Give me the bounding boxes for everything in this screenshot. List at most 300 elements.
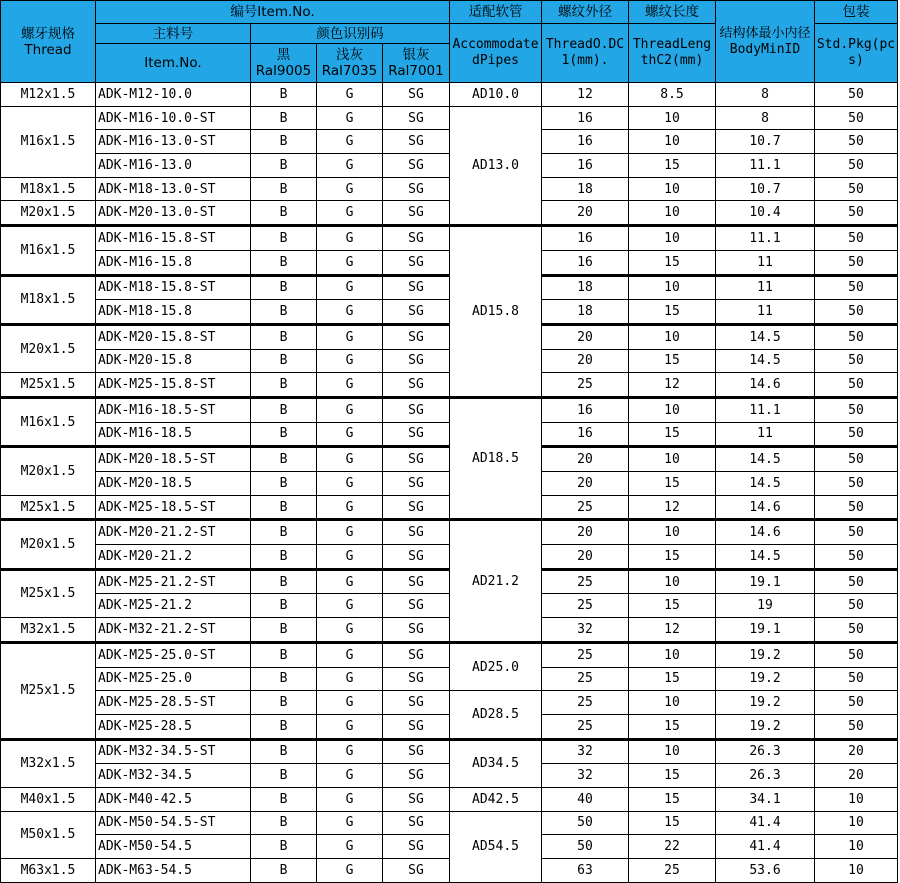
table-row [1, 691, 898, 715]
cell-color-silver-grey: SG [383, 691, 450, 715]
cell-thread-od: 16 [542, 106, 629, 130]
cell-thread-length: 15 [629, 349, 716, 373]
cell-thread: M18x1.5 [1, 275, 96, 324]
cell-color-silver-grey: SG [383, 422, 450, 447]
cell-color-light-grey: G [317, 250, 383, 275]
header-sgrey-en: Ral7001 [388, 63, 444, 79]
cell-color-silver-grey: SG [383, 324, 450, 349]
header-silver-grey [383, 44, 450, 83]
cell-color-black: B [251, 545, 317, 570]
header-lgrey-en: Ral7035 [321, 63, 378, 79]
cell-std-pkg: 50 [815, 569, 898, 594]
cell-color-black: B [251, 618, 317, 643]
cell-std-pkg: 50 [815, 106, 898, 130]
cell-color-light-grey: G [317, 83, 383, 107]
cell-thread-od: 20 [542, 545, 629, 570]
cell-color-silver-grey: SG [383, 447, 450, 472]
header-item-no: 编号Item.No. [96, 1, 450, 24]
cell-thread: M16x1.5 [1, 106, 96, 177]
cell-item-no: ADK-M12-10.0 [96, 83, 251, 107]
cell-thread-od: 25 [542, 667, 629, 691]
cell-thread-length: 15 [629, 764, 716, 788]
cell-thread: M50x1.5 [1, 811, 96, 858]
cell-item-no: ADK-M63-54.5 [96, 859, 251, 883]
cell-color-silver-grey: SG [383, 618, 450, 643]
cell-color-silver-grey: SG [383, 226, 450, 251]
cell-thread-length: 22 [629, 835, 716, 859]
cell-thread-length: 12 [629, 373, 716, 398]
cell-color-light-grey: G [317, 300, 383, 325]
cell-color-light-grey: G [317, 226, 383, 251]
header-od-cn: 螺纹外径 [542, 1, 629, 24]
header-main-cn: 主料号 [96, 24, 251, 44]
cell-thread-od: 25 [542, 714, 629, 739]
cell-color-silver-grey: SG [383, 545, 450, 570]
cell-color-silver-grey: SG [383, 349, 450, 373]
cell-thread-od: 25 [542, 594, 629, 618]
table-row [1, 642, 898, 667]
cell-body-min-id: 19.2 [716, 642, 815, 667]
table-body [1, 83, 898, 883]
table-row [1, 520, 898, 545]
cell-body-min-id: 11 [716, 275, 815, 300]
cell-body-min-id: 11.1 [716, 397, 815, 422]
cell-item-no: ADK-M16-18.5-ST [96, 397, 251, 422]
cell-item-no: ADK-M20-21.2-ST [96, 520, 251, 545]
cell-std-pkg: 50 [815, 397, 898, 422]
cell-thread-length: 15 [629, 811, 716, 835]
cell-thread-od: 32 [542, 764, 629, 788]
cell-color-black: B [251, 642, 317, 667]
cell-thread: M20x1.5 [1, 447, 96, 495]
cell-item-no: ADK-M18-15.8 [96, 300, 251, 325]
cell-std-pkg: 50 [815, 495, 898, 520]
cell-color-silver-grey: SG [383, 520, 450, 545]
cell-thread: M18x1.5 [1, 177, 96, 201]
cell-item-no: ADK-M32-21.2-ST [96, 618, 251, 643]
cell-color-light-grey: G [317, 177, 383, 201]
table-row [1, 667, 898, 691]
table-row [1, 177, 898, 201]
cell-thread-od: 25 [542, 691, 629, 715]
cell-std-pkg: 50 [815, 324, 898, 349]
cell-color-black: B [251, 714, 317, 739]
cell-thread-length: 15 [629, 714, 716, 739]
table-row [1, 106, 898, 130]
cell-thread-length: 10 [629, 275, 716, 300]
cell-color-silver-grey: SG [383, 569, 450, 594]
cell-thread-length: 15 [629, 154, 716, 178]
table-row [1, 594, 898, 618]
header-main-en: Item.No. [96, 44, 251, 83]
cell-body-min-id: 19.2 [716, 714, 815, 739]
cell-thread: M32x1.5 [1, 618, 96, 643]
cell-std-pkg: 50 [815, 642, 898, 667]
cell-color-light-grey: G [317, 811, 383, 835]
cell-body-min-id: 41.4 [716, 835, 815, 859]
cell-thread-length: 25 [629, 859, 716, 883]
cell-thread-length: 10 [629, 106, 716, 130]
table-row [1, 472, 898, 496]
cell-thread-od: 40 [542, 787, 629, 811]
cell-body-min-id: 11 [716, 300, 815, 325]
cell-thread-length: 15 [629, 472, 716, 496]
table-row [1, 835, 898, 859]
table-row [1, 495, 898, 520]
cell-std-pkg: 50 [815, 250, 898, 275]
cell-color-black: B [251, 300, 317, 325]
cell-body-min-id: 14.6 [716, 373, 815, 398]
table-row [1, 349, 898, 373]
cell-color-silver-grey: SG [383, 106, 450, 130]
cell-body-min-id: 10.7 [716, 177, 815, 201]
cell-body-min-id: 11 [716, 250, 815, 275]
cell-thread-length: 12 [629, 495, 716, 520]
cell-thread-od: 20 [542, 324, 629, 349]
header-light-grey [317, 44, 383, 83]
cell-thread-length: 10 [629, 642, 716, 667]
cell-color-light-grey: G [317, 106, 383, 130]
cell-color-silver-grey: SG [383, 300, 450, 325]
cell-color-black: B [251, 472, 317, 496]
cell-color-silver-grey: SG [383, 275, 450, 300]
cell-color-silver-grey: SG [383, 130, 450, 154]
cell-std-pkg: 50 [815, 130, 898, 154]
cell-thread: M25x1.5 [1, 642, 96, 739]
cell-std-pkg: 50 [815, 422, 898, 447]
cell-item-no: ADK-M50-54.5-ST [96, 811, 251, 835]
cell-color-black: B [251, 495, 317, 520]
cell-color-silver-grey: SG [383, 594, 450, 618]
cell-thread: M16x1.5 [1, 397, 96, 446]
cell-std-pkg: 50 [815, 349, 898, 373]
cell-color-black: B [251, 594, 317, 618]
cell-std-pkg: 20 [815, 739, 898, 764]
cell-thread: M20x1.5 [1, 324, 96, 372]
cell-item-no: ADK-M16-13.0 [96, 154, 251, 178]
cell-color-black: B [251, 226, 317, 251]
cell-thread-length: 12 [629, 618, 716, 643]
cell-pipe: AD54.5 [450, 811, 542, 882]
cell-std-pkg: 50 [815, 154, 898, 178]
cell-body-min-id: 14.5 [716, 545, 815, 570]
cell-thread: M20x1.5 [1, 520, 96, 569]
cell-thread: M32x1.5 [1, 739, 96, 787]
cell-std-pkg: 50 [815, 520, 898, 545]
cell-item-no: ADK-M25-28.5 [96, 714, 251, 739]
cell-color-black: B [251, 859, 317, 883]
cell-body-min-id: 8 [716, 106, 815, 130]
cell-color-black: B [251, 835, 317, 859]
cell-body-min-id: 41.4 [716, 811, 815, 835]
cell-thread-od: 25 [542, 642, 629, 667]
header-color: 颜色识别码 [251, 24, 450, 44]
cell-item-no: ADK-M20-18.5 [96, 472, 251, 496]
cell-thread-od: 50 [542, 835, 629, 859]
cell-thread: M25x1.5 [1, 569, 96, 617]
cell-body-min-id: 14.5 [716, 447, 815, 472]
cell-item-no: ADK-M18-15.8-ST [96, 275, 251, 300]
table-row [1, 811, 898, 835]
cell-thread-length: 15 [629, 545, 716, 570]
cell-item-no: ADK-M20-15.8-ST [96, 324, 251, 349]
cell-item-no: ADK-M16-10.0-ST [96, 106, 251, 130]
cell-color-light-grey: G [317, 495, 383, 520]
cell-item-no: ADK-M25-15.8-ST [96, 373, 251, 398]
cell-color-light-grey: G [317, 154, 383, 178]
cell-std-pkg: 50 [815, 545, 898, 570]
cell-std-pkg: 10 [815, 859, 898, 883]
cell-thread-od: 20 [542, 447, 629, 472]
cell-thread-od: 16 [542, 397, 629, 422]
table-row [1, 275, 898, 300]
header-pkg-en: Std.Pkg(pcs) [815, 24, 898, 83]
cell-color-silver-grey: SG [383, 739, 450, 764]
cell-body-min-id: 10.4 [716, 201, 815, 226]
cell-item-no: ADK-M16-15.8-ST [96, 226, 251, 251]
cell-color-light-grey: G [317, 691, 383, 715]
cell-std-pkg: 50 [815, 667, 898, 691]
header-len-cn: 螺纹长度 [629, 1, 716, 24]
cell-std-pkg: 50 [815, 618, 898, 643]
cell-pipe: AD42.5 [450, 787, 542, 811]
cell-thread-od: 25 [542, 569, 629, 594]
table-row [1, 422, 898, 447]
cell-color-silver-grey: SG [383, 495, 450, 520]
header-black [251, 44, 317, 83]
cell-body-min-id: 19.2 [716, 667, 815, 691]
cell-color-light-grey: G [317, 594, 383, 618]
cell-color-black: B [251, 764, 317, 788]
cell-color-silver-grey: SG [383, 667, 450, 691]
cell-color-silver-grey: SG [383, 642, 450, 667]
cell-thread-od: 16 [542, 154, 629, 178]
cell-item-no: ADK-M32-34.5-ST [96, 739, 251, 764]
cell-item-no: ADK-M40-42.5 [96, 787, 251, 811]
cell-body-min-id: 14.6 [716, 495, 815, 520]
header-black-en: Ral9005 [255, 63, 312, 79]
cell-body-min-id: 11.1 [716, 226, 815, 251]
table-row [1, 373, 898, 398]
cell-color-black: B [251, 447, 317, 472]
cell-color-black: B [251, 520, 317, 545]
cell-thread-od: 18 [542, 300, 629, 325]
cell-color-silver-grey: SG [383, 714, 450, 739]
cell-color-black: B [251, 177, 317, 201]
table-row [1, 764, 898, 788]
cell-item-no: ADK-M25-18.5-ST [96, 495, 251, 520]
cell-thread-od: 50 [542, 811, 629, 835]
cell-item-no: ADK-M20-21.2 [96, 545, 251, 570]
cell-thread: M40x1.5 [1, 787, 96, 811]
cell-thread-od: 32 [542, 618, 629, 643]
table-row [1, 154, 898, 178]
cell-std-pkg: 50 [815, 594, 898, 618]
cell-body-min-id: 10.7 [716, 130, 815, 154]
header-pipes-en: AccommodatedPipes [450, 24, 542, 83]
cell-color-light-grey: G [317, 397, 383, 422]
cell-color-black: B [251, 275, 317, 300]
cell-pipe: AD15.8 [450, 226, 542, 398]
cell-std-pkg: 50 [815, 472, 898, 496]
cell-item-no: ADK-M50-54.5 [96, 835, 251, 859]
cell-color-light-grey: G [317, 859, 383, 883]
cell-color-light-grey: G [317, 667, 383, 691]
cell-color-light-grey: G [317, 349, 383, 373]
cell-body-min-id: 19.1 [716, 618, 815, 643]
cell-color-light-grey: G [317, 447, 383, 472]
cell-color-light-grey: G [317, 422, 383, 447]
table-row [1, 618, 898, 643]
cell-color-light-grey: G [317, 201, 383, 226]
header-sgrey-cn: 银灰 [402, 47, 430, 63]
cell-thread-length: 10 [629, 177, 716, 201]
cell-std-pkg: 50 [815, 300, 898, 325]
cell-item-no: ADK-M25-25.0 [96, 667, 251, 691]
cell-color-black: B [251, 397, 317, 422]
cell-body-min-id: 19.2 [716, 691, 815, 715]
cell-color-light-grey: G [317, 835, 383, 859]
table-row [1, 859, 898, 883]
cell-item-no: ADK-M20-18.5-ST [96, 447, 251, 472]
table-row [1, 201, 898, 226]
header-od-en: ThreadO.DC1(mm). [542, 24, 629, 83]
table-row [1, 226, 898, 251]
cell-thread: M12x1.5 [1, 83, 96, 107]
cell-color-black: B [251, 373, 317, 398]
cell-thread-length: 10 [629, 397, 716, 422]
cell-std-pkg: 10 [815, 787, 898, 811]
table-row [1, 545, 898, 570]
cell-thread-length: 15 [629, 250, 716, 275]
cell-thread-length: 15 [629, 787, 716, 811]
cell-body-min-id: 11.1 [716, 154, 815, 178]
cell-thread-length: 10 [629, 520, 716, 545]
cell-color-light-grey: G [317, 275, 383, 300]
cell-thread: M25x1.5 [1, 495, 96, 520]
cell-color-black: B [251, 130, 317, 154]
cell-color-black: B [251, 349, 317, 373]
cell-color-light-grey: G [317, 324, 383, 349]
cell-pipe: AD25.0 [450, 642, 542, 690]
cell-color-silver-grey: SG [383, 250, 450, 275]
cell-std-pkg: 10 [815, 835, 898, 859]
cell-std-pkg: 50 [815, 275, 898, 300]
cell-color-silver-grey: SG [383, 154, 450, 178]
table-row [1, 569, 898, 594]
cell-thread-length: 15 [629, 667, 716, 691]
cell-body-min-id: 19 [716, 594, 815, 618]
table-row [1, 447, 898, 472]
cell-std-pkg: 10 [815, 811, 898, 835]
cell-thread-length: 10 [629, 691, 716, 715]
cell-thread-length: 15 [629, 422, 716, 447]
cell-body-min-id: 11 [716, 422, 815, 447]
cell-body-min-id: 14.6 [716, 520, 815, 545]
cell-item-no: ADK-M20-13.0-ST [96, 201, 251, 226]
cell-thread: M63x1.5 [1, 859, 96, 883]
cell-std-pkg: 50 [815, 691, 898, 715]
cell-thread-od: 20 [542, 201, 629, 226]
cell-color-black: B [251, 811, 317, 835]
cell-thread-od: 18 [542, 177, 629, 201]
cell-item-no: ADK-M20-15.8 [96, 349, 251, 373]
header-pkg-cn: 包装 [815, 1, 898, 24]
cell-color-silver-grey: SG [383, 373, 450, 398]
cell-thread-length: 15 [629, 300, 716, 325]
cell-thread-od: 25 [542, 495, 629, 520]
cell-pipe: AD28.5 [450, 691, 542, 739]
cell-body-min-id: 53.6 [716, 859, 815, 883]
table-row [1, 300, 898, 325]
cell-item-no: ADK-M16-15.8 [96, 250, 251, 275]
cell-color-silver-grey: SG [383, 835, 450, 859]
cell-color-light-grey: G [317, 373, 383, 398]
cell-body-min-id: 8 [716, 83, 815, 107]
cell-thread-od: 20 [542, 472, 629, 496]
cell-body-min-id: 14.5 [716, 349, 815, 373]
cell-color-light-grey: G [317, 739, 383, 764]
cell-color-silver-grey: SG [383, 811, 450, 835]
cell-color-silver-grey: SG [383, 787, 450, 811]
cell-body-min-id: 19.1 [716, 569, 815, 594]
cell-std-pkg: 50 [815, 373, 898, 398]
cell-item-no: ADK-M25-28.5-ST [96, 691, 251, 715]
cell-color-black: B [251, 691, 317, 715]
cell-std-pkg: 50 [815, 201, 898, 226]
cell-color-light-grey: G [317, 130, 383, 154]
cell-item-no: ADK-M32-34.5 [96, 764, 251, 788]
cell-thread-length: 10 [629, 739, 716, 764]
header-body-min-id: 结构体最小内径BodyMinID [716, 1, 815, 83]
table-header [1, 1, 898, 83]
cell-color-silver-grey: SG [383, 177, 450, 201]
cell-body-min-id: 26.3 [716, 764, 815, 788]
cell-std-pkg: 50 [815, 714, 898, 739]
cell-body-min-id: 14.5 [716, 324, 815, 349]
cell-thread-od: 20 [542, 349, 629, 373]
cell-color-black: B [251, 787, 317, 811]
cell-color-light-grey: G [317, 714, 383, 739]
cell-thread-od: 16 [542, 250, 629, 275]
cell-thread: M25x1.5 [1, 373, 96, 398]
table-row [1, 130, 898, 154]
table-row [1, 83, 898, 107]
cell-item-no: ADK-M25-21.2-ST [96, 569, 251, 594]
cell-color-silver-grey: SG [383, 83, 450, 107]
cell-color-black: B [251, 106, 317, 130]
cell-color-black: B [251, 154, 317, 178]
cell-color-silver-grey: SG [383, 859, 450, 883]
cell-thread-length: 10 [629, 324, 716, 349]
cell-thread-od: 16 [542, 422, 629, 447]
cell-color-black: B [251, 83, 317, 107]
cell-pipe: AD13.0 [450, 106, 542, 225]
cell-color-light-grey: G [317, 545, 383, 570]
table-row [1, 250, 898, 275]
cell-color-light-grey: G [317, 520, 383, 545]
cell-pipe: AD18.5 [450, 397, 542, 519]
cell-std-pkg: 50 [815, 177, 898, 201]
cell-thread-length: 10 [629, 447, 716, 472]
cell-thread-length: 10 [629, 201, 716, 226]
cell-color-light-grey: G [317, 764, 383, 788]
cell-thread: M16x1.5 [1, 226, 96, 275]
cell-thread-od: 16 [542, 130, 629, 154]
cell-std-pkg: 20 [815, 764, 898, 788]
cell-thread-length: 10 [629, 569, 716, 594]
cell-color-black: B [251, 739, 317, 764]
